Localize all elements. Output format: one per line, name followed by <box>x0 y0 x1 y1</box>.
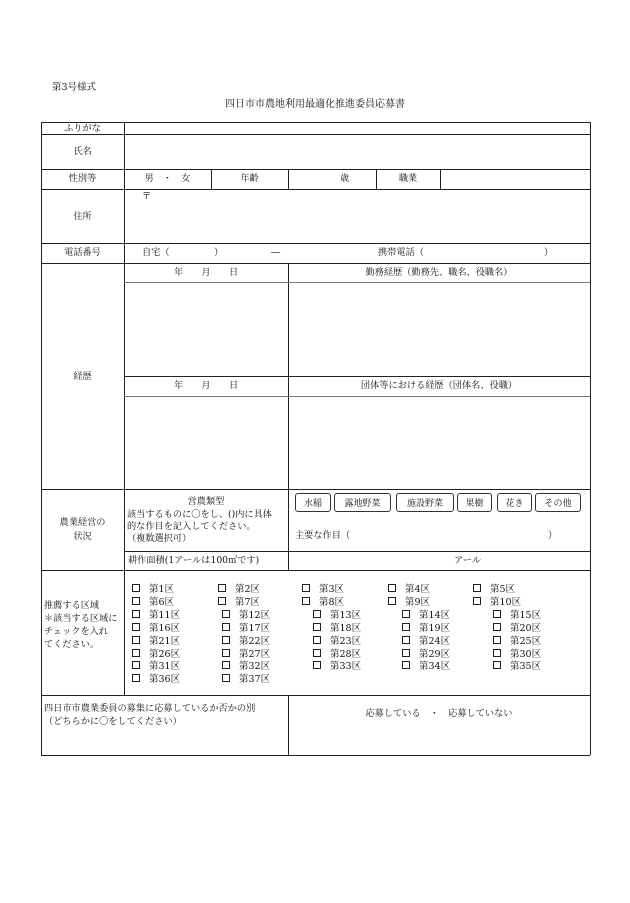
type-tag-open-field-vegetables[interactable]: 露地野菜 <box>334 493 391 512</box>
org-history-header: 団体等における経歴（団体名、役職） <box>360 380 518 391</box>
main-crop-close: ） <box>548 530 558 541</box>
checkbox[interactable] <box>402 636 410 644</box>
type-tag-greenhouse-vegetables[interactable]: 施設野菜 <box>396 493 454 512</box>
district-label-text: 第5区 <box>490 584 516 595</box>
district-label-text: 第33区 <box>330 661 362 673</box>
district-checkbox-item[interactable] <box>132 610 180 621</box>
checkbox[interactable] <box>493 636 501 644</box>
district-checkbox-item[interactable] <box>222 661 270 672</box>
checkbox[interactable] <box>218 597 226 605</box>
checkbox[interactable] <box>402 649 410 657</box>
district-label-text: 第28区 <box>330 648 362 660</box>
district-checkbox-item[interactable] <box>473 597 521 608</box>
checkbox[interactable] <box>218 584 226 592</box>
furigana-field[interactable] <box>124 123 590 134</box>
mobile-phone-label: 携帯電話（ <box>378 247 424 258</box>
checkbox[interactable] <box>132 623 140 631</box>
work-date-header: 年 月 日 <box>173 267 239 278</box>
district-label-text: 第6区 <box>149 596 175 608</box>
org-date-header: 年 月 日 <box>173 380 239 391</box>
org-date-field[interactable] <box>125 397 287 488</box>
district-label-text: 第24区 <box>419 635 451 647</box>
checkbox[interactable] <box>388 584 396 592</box>
district-label-text: 第17区 <box>239 622 271 634</box>
farming-type-description: 該当するものに〇をし、()内に具体 的な作目を記入してください。 （複数選択可） <box>127 509 272 544</box>
district-label-text: 第31区 <box>149 661 181 673</box>
checkbox[interactable] <box>302 584 310 592</box>
district-checkbox-item[interactable] <box>132 584 174 595</box>
checkbox[interactable] <box>493 649 501 657</box>
home-phone-label: 自宅（ <box>142 247 170 258</box>
checkbox[interactable] <box>132 674 140 682</box>
district-label-text: 第8区 <box>319 596 345 608</box>
checkbox[interactable] <box>222 649 230 657</box>
district-label-text: 第37区 <box>239 674 271 686</box>
career-label: 経歴 <box>73 371 92 382</box>
farming-type-title: 営農類型 <box>187 496 225 507</box>
checkbox[interactable] <box>222 661 230 669</box>
checkbox[interactable] <box>313 623 321 631</box>
district-checkbox-item[interactable] <box>313 636 361 647</box>
checkbox[interactable] <box>132 597 140 605</box>
district-label-text: 第32区 <box>239 661 271 673</box>
district-label-text: 第19区 <box>419 622 451 634</box>
district-label-text: 第29区 <box>419 648 451 660</box>
furigana-label: ふりがな <box>64 123 101 134</box>
district-checkbox-item[interactable] <box>132 597 174 608</box>
district-checkbox-item[interactable] <box>402 610 450 621</box>
district-label-text: 第26区 <box>149 648 181 660</box>
district-checkbox-item[interactable] <box>402 661 450 672</box>
district-checkbox-item[interactable] <box>132 661 180 672</box>
district-checkbox-item[interactable] <box>132 649 180 660</box>
phone-dash: ― <box>271 247 281 258</box>
occupation-field[interactable] <box>441 170 589 188</box>
checkbox[interactable] <box>132 649 140 657</box>
district-checkbox-item[interactable] <box>388 597 430 608</box>
district-checkbox-item[interactable] <box>218 584 260 595</box>
checkbox[interactable] <box>402 610 410 618</box>
checkbox[interactable] <box>132 584 140 592</box>
checkbox[interactable] <box>493 661 501 669</box>
district-label-text: 第34区 <box>419 661 451 673</box>
farming-label-line2: 状況 <box>73 531 92 542</box>
district-checkbox-item[interactable] <box>218 597 260 608</box>
district-checkbox-item[interactable] <box>222 649 270 660</box>
home-phone-field[interactable] <box>176 245 212 261</box>
district-checkbox-item[interactable] <box>302 597 344 608</box>
district-checkbox-item[interactable] <box>493 649 541 660</box>
district-label-text: 第36区 <box>149 674 181 686</box>
home-phone-close: ） <box>214 247 224 258</box>
cultivated-area-label: 耕作面積(1アールは100㎡です) <box>128 555 260 566</box>
district-label-text: 第7区 <box>235 596 261 608</box>
district-checkbox-item[interactable] <box>402 623 450 634</box>
district-label-text: 第2区 <box>235 584 261 595</box>
address-field[interactable] <box>125 190 589 242</box>
district-checkbox-item[interactable] <box>493 623 541 634</box>
checkbox[interactable] <box>132 661 140 669</box>
org-history-field[interactable] <box>289 397 589 488</box>
district-label-text: 第13区 <box>330 609 362 621</box>
district-label-text: 第27区 <box>239 648 271 660</box>
district-checkbox-item[interactable] <box>302 584 344 595</box>
checkbox[interactable] <box>222 610 230 618</box>
district-label-text: 第35区 <box>510 661 542 673</box>
district-checkbox-item[interactable] <box>402 636 450 647</box>
district-label-text: 第12区 <box>239 609 271 621</box>
district-label: 推薦する区域 ＊該当する区域に チェックを入れ てください。 <box>44 600 118 650</box>
district-checkbox-item[interactable] <box>132 623 180 634</box>
district-label-text: 第18区 <box>330 622 362 634</box>
district-checkbox-item[interactable] <box>388 584 430 595</box>
name-field[interactable] <box>124 135 590 168</box>
district-label-text: 第23区 <box>330 635 362 647</box>
checkbox[interactable] <box>222 623 230 631</box>
gender-options[interactable]: 男 ・ 女 <box>144 173 191 184</box>
checkbox[interactable] <box>313 636 321 644</box>
district-checkbox-item[interactable] <box>132 636 180 647</box>
work-history-header: 勤務経歴（勤務先、職名、役職名） <box>365 267 513 278</box>
occupation-label: 職業 <box>398 173 418 184</box>
district-checkbox-item[interactable] <box>313 649 361 660</box>
district-label-text: 第4区 <box>405 584 431 595</box>
district-label-text: 第3区 <box>319 584 345 595</box>
name-label: 氏名 <box>73 146 92 157</box>
form-title: 四日市市農地利用最適化推進委員応募書 <box>225 99 405 110</box>
type-tag-fruit-trees[interactable]: 果樹 <box>457 493 492 512</box>
checkbox[interactable] <box>313 649 321 657</box>
district-label-text: 第11区 <box>149 609 181 621</box>
district-label-text: 第16区 <box>149 622 181 634</box>
type-tag-rice[interactable]: 水稲 <box>295 493 331 512</box>
gender-row-label: 性別等 <box>68 173 97 184</box>
farming-label-line1: 農業経営の <box>59 517 106 528</box>
phone-label: 電話番号 <box>64 247 101 258</box>
district-checkbox-item[interactable] <box>493 636 541 647</box>
district-label-text: 第14区 <box>419 609 451 621</box>
district-label-text: 第20区 <box>510 622 542 634</box>
checkbox[interactable] <box>402 623 410 631</box>
checkbox[interactable] <box>222 674 230 682</box>
district-checkbox-item[interactable] <box>222 674 270 685</box>
checkbox[interactable] <box>132 636 140 644</box>
agri-committee-answer-options[interactable]: 応募している ・ 応募していない <box>365 708 513 719</box>
type-tag-flowers[interactable]: 花き <box>497 493 532 512</box>
cultivated-area-field[interactable] <box>289 552 449 569</box>
district-checkbox-item[interactable] <box>493 661 541 672</box>
district-checkbox-item[interactable] <box>222 623 270 634</box>
checkbox[interactable] <box>132 610 140 618</box>
work-date-field[interactable] <box>125 283 287 375</box>
checkbox[interactable] <box>402 661 410 669</box>
district-checkbox-item[interactable] <box>313 623 361 634</box>
age-field[interactable] <box>289 170 337 188</box>
main-crop-label: 主要な作目（ <box>295 530 351 541</box>
district-checkbox-item[interactable] <box>402 649 450 660</box>
district-checkbox-item[interactable] <box>222 610 270 621</box>
district-checkbox-item[interactable] <box>132 674 180 685</box>
checkbox[interactable] <box>493 610 501 618</box>
district-label-text: 第25区 <box>510 635 542 647</box>
postal-mark: 〒 <box>142 191 152 202</box>
mobile-phone-field[interactable] <box>430 245 542 261</box>
district-label-text: 第10区 <box>490 596 522 608</box>
district-label-text: 第1区 <box>149 584 175 595</box>
checkbox[interactable] <box>222 636 230 644</box>
district-label-text: 第22区 <box>239 635 271 647</box>
area-unit: アール <box>454 555 482 566</box>
district-checkbox-item[interactable] <box>473 584 515 595</box>
address-label: 住所 <box>73 211 92 222</box>
district-label-text: 第30区 <box>510 648 542 660</box>
age-label: 年齢 <box>240 173 259 184</box>
agri-committee-question: 四日市市農業委員の募集に応募しているか否かの別 （どちらかに〇をしてください） <box>44 703 256 727</box>
age-unit: 歳 <box>340 173 350 184</box>
district-checkbox-item[interactable] <box>222 636 270 647</box>
district-checkbox-item[interactable] <box>313 610 361 621</box>
checkbox[interactable] <box>302 597 310 605</box>
district-checkbox-item[interactable] <box>313 661 361 672</box>
district-label-text: 第21区 <box>149 635 181 647</box>
district-label-text: 第15区 <box>510 609 542 621</box>
type-tag-other[interactable]: その他 <box>535 493 581 512</box>
main-crop-field[interactable] <box>352 527 544 543</box>
district-checkbox-item[interactable] <box>493 610 541 621</box>
checkbox[interactable] <box>388 597 396 605</box>
work-history-field[interactable] <box>289 283 589 375</box>
mobile-phone-close: ） <box>544 247 554 258</box>
checkbox[interactable] <box>313 661 321 669</box>
form-number: 第3号様式 <box>52 82 97 93</box>
checkbox[interactable] <box>313 610 321 618</box>
checkbox[interactable] <box>473 597 481 605</box>
checkbox[interactable] <box>493 623 501 631</box>
checkbox[interactable] <box>473 584 481 592</box>
district-label-text: 第9区 <box>405 596 431 608</box>
